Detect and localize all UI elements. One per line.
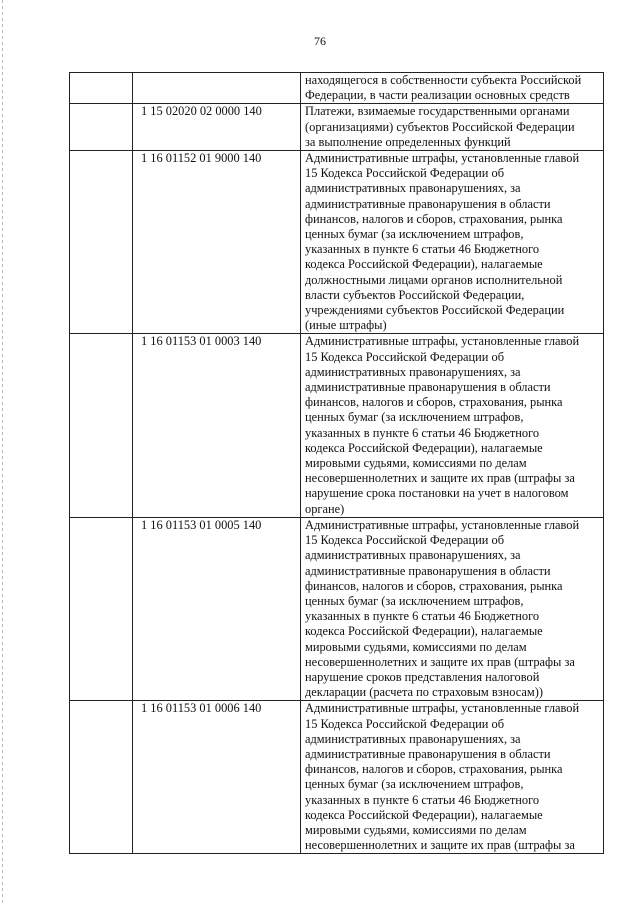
description-line: ценных бумаг (за исключением штрафов,	[305, 777, 524, 792]
description-line: мировыми судьями, комиссиями по делам	[305, 456, 527, 471]
description-line: административные правонарушения в области	[305, 746, 551, 761]
description-line: несовершеннолетних и защите их прав (штрафы за	[305, 471, 575, 486]
description-line: несовершеннолетних и защите их прав (штрафы за	[305, 838, 575, 853]
description-line: Федерации, в части реализации основных средств	[305, 88, 570, 103]
description-line: декларации (расчета по страховым взносам))	[305, 685, 543, 700]
description-line: указанных в пункте 6 статьи 46 Бюджетного	[305, 792, 540, 807]
description-line: Платежи, взимаемые государственными органами	[305, 104, 570, 119]
budget-code-cell: 1 15 02020 02 0000 140	[133, 104, 301, 151]
description-cell	[301, 701, 604, 854]
description-cell	[301, 73, 604, 104]
description-cell	[301, 151, 604, 334]
blank-cell	[70, 73, 133, 104]
description-line: учреждениями субъектов Российской Федерации	[305, 303, 565, 318]
description-line: за выполнение определенных функций	[305, 134, 511, 149]
budget-code-cell: 1 16 01152 01 9000 140	[133, 151, 301, 334]
blank-cell	[70, 104, 133, 151]
description-line: (иные штрафы)	[305, 318, 387, 333]
description-line: мировыми судьями, комиссиями по делам	[305, 822, 527, 837]
description-line: ценных бумаг (за исключением штрафов,	[305, 593, 524, 608]
blank-cell	[70, 517, 133, 700]
description-cell	[301, 334, 604, 517]
description-line: нарушение срока постановки на учет в налоговом	[305, 486, 569, 501]
description-line: указанных в пункте 6 статьи 46 Бюджетного	[305, 609, 540, 624]
description-line: 15 Кодекса Российской Федерации об	[305, 349, 505, 364]
page-number: 76	[314, 34, 326, 48]
budget-code-cell: 1 16 01153 01 0005 140	[133, 517, 301, 700]
description-line: кодекса Российской Федерации), налагаемые	[305, 624, 543, 639]
description-line: ценных бумаг (за исключением штрафов,	[305, 227, 524, 242]
description-line: административных правонарушениях, за	[305, 364, 521, 379]
description-line: Административные штрафы, установленные главой	[305, 151, 580, 166]
description-line: (организациями) субъектов Российской Федерации	[305, 119, 575, 134]
description-line: нарушение сроков представления налоговой	[305, 669, 540, 684]
description-line: Административные штрафы, установленные главой	[305, 701, 580, 716]
page-edge-line	[2, 0, 3, 905]
description-line: финансов, налогов и сборов, страхования, рынка	[305, 395, 563, 410]
description-line: несовершеннолетних и защите их прав (штрафы за	[305, 654, 575, 669]
description-line: административные правонарушения в области	[305, 563, 551, 578]
description-line: административных правонарушениях, за	[305, 181, 521, 196]
description-line: финансов, налогов и сборов, страхования, рынка	[305, 578, 563, 593]
budget-classification-table	[69, 72, 604, 854]
description-line: ценных бумаг (за исключением штрафов,	[305, 410, 524, 425]
budget-code-cell: 1 16 01153 01 0003 140	[133, 334, 301, 517]
description-line: 15 Кодекса Российской Федерации об	[305, 533, 505, 548]
description-line: финансов, налогов и сборов, страхования, рынка	[305, 762, 563, 777]
blank-cell	[70, 151, 133, 334]
description-line: находящегося в собственности субъекта Российской	[305, 73, 582, 87]
table-row	[70, 701, 604, 854]
description-line: Административные штрафы, установленные главой	[305, 334, 580, 349]
budget-code-cell	[133, 73, 301, 104]
description-line: административные правонарушения в области	[305, 380, 551, 395]
description-line: Административные штрафы, установленные главой	[305, 517, 580, 532]
table-row	[70, 73, 604, 104]
description-cell	[301, 104, 604, 151]
description-line: органе)	[305, 501, 345, 516]
description-line: финансов, налогов и сборов, страхования, рынка	[305, 211, 563, 226]
table-row	[70, 104, 604, 151]
blank-cell	[70, 334, 133, 517]
description-line: кодекса Российской Федерации), налагаемые	[305, 807, 543, 822]
description-line: указанных в пункте 6 статьи 46 Бюджетного	[305, 425, 540, 440]
description-line: власти субъектов Российской Федерации,	[305, 287, 525, 302]
description-line: кодекса Российской Федерации), налагаемые	[305, 440, 543, 455]
description-line: административных правонарушениях, за	[305, 731, 521, 746]
blank-cell	[70, 701, 133, 854]
budget-code-cell: 1 16 01153 01 0006 140	[133, 701, 301, 854]
description-line: должностными лицами органов исполнительной	[305, 272, 563, 287]
table-row	[70, 334, 604, 517]
description-line: административных правонарушениях, за	[305, 548, 521, 563]
description-line: административные правонарушения в области	[305, 196, 551, 211]
table-body	[70, 73, 604, 854]
description-line: указанных в пункте 6 статьи 46 Бюджетного	[305, 242, 540, 257]
table-row	[70, 151, 604, 334]
description-line: мировыми судьями, комиссиями по делам	[305, 639, 527, 654]
description-line: 15 Кодекса Российской Федерации об	[305, 166, 505, 181]
description-line: кодекса Российской Федерации), налагаемые	[305, 257, 543, 272]
description-cell	[301, 517, 604, 700]
table-row	[70, 517, 604, 700]
description-line: 15 Кодекса Российской Федерации об	[305, 716, 505, 731]
